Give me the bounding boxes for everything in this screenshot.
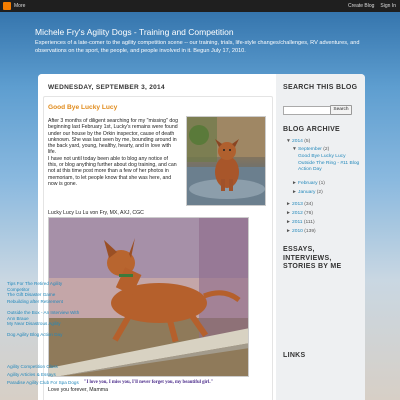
archive-item[interactable]	[286, 202, 362, 208]
photo-dog-agility-image	[49, 218, 249, 377]
archive-link[interactable]: 2012	[292, 211, 303, 216]
archive-collapse-icon[interactable]: ▼	[286, 139, 291, 144]
post-body-text	[48, 118, 178, 187]
memorial-quote: "I love you, I miss you, I'll never forget you, my beautiful girl."	[83, 380, 214, 385]
archive-expand-icon[interactable]: ►	[286, 229, 291, 234]
post-body-paragraph	[48, 118, 178, 187]
archive-expand-icon[interactable]: ►	[286, 202, 291, 207]
essay-link[interactable]: Dog Agility Blog Action Day	[7, 332, 63, 337]
search-input[interactable]	[283, 106, 336, 115]
archive-expand-icon[interactable]: ►	[286, 211, 291, 216]
archive-item[interactable]	[298, 154, 362, 160]
archive-link[interactable]: Good Bye Lucky Lucy	[298, 154, 346, 159]
archive-item[interactable]	[286, 211, 362, 217]
essay-link[interactable]: Rebuilding after Retirement	[7, 299, 63, 304]
archive-count: (2)	[315, 190, 323, 195]
archive-link[interactable]: 2011	[292, 220, 303, 225]
archive-item[interactable]	[292, 147, 362, 153]
essay-link[interactable]: Outside the Box - An Interview With Ann Braue	[7, 310, 80, 321]
post-body-line: After 3 months of diligent searching for my "missing" dog beginning last February 1st, Lucky's remains were found under our house by the Orkin inspector, cause of death unknown. She was last seen by me, bounding around in the back yard, young, healthy, hearty, and in love with life.	[48, 118, 178, 156]
navbar-actions	[348, 3, 396, 9]
blogger-logo-icon[interactable]	[3, 2, 11, 10]
archive-expand-icon[interactable]: ►	[292, 181, 297, 186]
archive-count: (2)	[321, 147, 330, 152]
archive-item[interactable]	[286, 229, 362, 235]
essay-link[interactable]: Tips For The Retired Agility Competitor	[7, 281, 63, 292]
archive-collapse-icon[interactable]: ▼	[292, 147, 297, 152]
archive-count: (1)	[317, 181, 325, 186]
search-button[interactable]: Search	[330, 105, 352, 115]
post-photo-dog-sitting[interactable]	[186, 116, 266, 206]
archive-item[interactable]	[286, 220, 362, 226]
archive-link[interactable]: September	[298, 147, 322, 152]
archive-link[interactable]: Outside The Ring - #11 Blog Action Day	[298, 161, 360, 172]
sidebar-link[interactable]: Agility Competition Class	[7, 364, 58, 369]
archive-count: (5)	[302, 139, 311, 144]
post-title[interactable]: Good Bye Lucky Lucy	[48, 104, 118, 111]
search-heading: SEARCH THIS BLOG	[283, 84, 358, 91]
archive-item[interactable]	[286, 139, 362, 145]
archive-count: (34)	[302, 202, 313, 207]
photo-caption: Lucky Lucy Lu Lu von Fry, MX, AXJ, CGC	[48, 210, 144, 216]
main-column	[38, 74, 276, 400]
sidebar-link[interactable]: Agility Articles & Essays	[7, 372, 56, 377]
blogger-navbar	[0, 0, 400, 12]
blog-archive-heading: BLOG ARCHIVE	[283, 126, 341, 133]
archive-link[interactable]: 2014	[292, 139, 303, 144]
post-body-line: I have not until today been able to blog any notice of this, or blog anything further about dog training, and can not at this time post more than a few of her photos in memoriam, to let people know that she was here, and now is gone.	[48, 155, 177, 187]
essay-link[interactable]: My Near Disastrous Agility	[7, 321, 61, 326]
archive-count: (139)	[302, 229, 316, 234]
sign-in-link[interactable]: Sign In	[380, 3, 396, 9]
sidebar-link[interactable]: Paradise Agility Club For Spa Dogs	[7, 380, 79, 385]
create-blog-link[interactable]: Create Blog	[348, 3, 375, 9]
photo-dog-sitting-image	[187, 117, 266, 206]
essay-link[interactable]: The Gift Disaster Game	[7, 292, 56, 297]
archive-item[interactable]	[292, 181, 362, 187]
archive-expand-icon[interactable]: ►	[286, 220, 291, 225]
archive-link[interactable]: 2013	[292, 202, 303, 207]
post-date-header: WEDNESDAY, SEPTEMBER 3, 2014	[48, 84, 165, 91]
blog-description: Experiences of a late-comer to the agility competition scene -- our training, trials, life-style changes/challenges, RV adventures, and observations on the sport, the people, and people involved in it. Begun July 17, 2010.	[35, 40, 360, 54]
archive-link[interactable]: February	[298, 181, 318, 186]
archive-count: (111)	[302, 220, 315, 225]
archive-link[interactable]: January	[298, 190, 316, 195]
links-heading: LINKS	[283, 352, 306, 359]
archive-expand-icon[interactable]: ►	[292, 190, 297, 195]
content-wrapper	[38, 74, 365, 400]
archive-item[interactable]	[292, 190, 362, 196]
archive-link[interactable]: 2010	[292, 229, 303, 234]
post-closing: Love you forever, Mamma	[48, 387, 108, 393]
archive-count: (76)	[302, 211, 313, 216]
archive-item[interactable]	[298, 161, 362, 173]
essays-heading: ESSAYS, INTERVIEWS, STORIES BY ME	[283, 246, 342, 270]
blog-title[interactable]: Michele Fry's Agility Dogs - Training and Competition	[35, 27, 234, 37]
more-menu[interactable]: More	[14, 3, 26, 9]
